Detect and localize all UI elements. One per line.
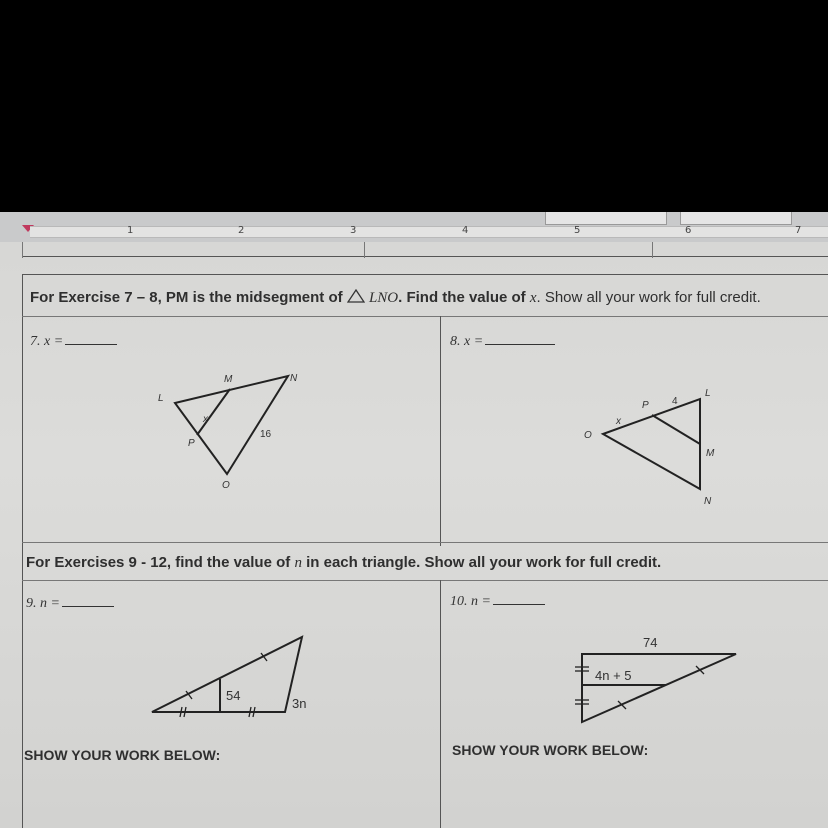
ruler-number: 5 — [574, 225, 581, 236]
vertex-label: N — [704, 496, 712, 507]
instruction-text: For Exercises 9 - 12, find the value of — [26, 554, 295, 571]
vertex-label: L — [158, 393, 164, 404]
section1-instructions — [30, 289, 761, 307]
variable-n: n — [294, 555, 302, 571]
segment-label: 16 — [260, 429, 272, 440]
vertex-label: O — [584, 430, 592, 441]
problem-label: 10. n = — [450, 594, 491, 609]
ruler-number: 2 — [238, 225, 245, 236]
segment-label: 74 — [643, 635, 658, 650]
problem-label: 7. x = — [30, 334, 64, 349]
table-border — [22, 274, 23, 828]
ruler-number: 1 — [127, 225, 134, 236]
instruction-text: . Find the value of — [398, 289, 530, 306]
table-border — [440, 580, 441, 828]
problem-10-label — [450, 592, 545, 610]
answer-blank[interactable] — [65, 344, 117, 345]
segment-label: 54 — [226, 688, 241, 703]
vertex-label: O — [222, 480, 230, 491]
problem-9-label — [26, 594, 114, 612]
variable-x: x — [529, 290, 537, 306]
figure-10-triangle — [570, 630, 745, 730]
vertex-label: M — [224, 374, 233, 385]
vertex-label: M — [706, 448, 715, 459]
black-background — [0, 0, 828, 212]
vertex-label: N — [290, 373, 298, 384]
segment-label: x — [616, 416, 621, 427]
segment-label: 4 — [672, 396, 678, 407]
table-border — [22, 242, 23, 258]
vertex-label: L — [705, 388, 711, 399]
problem-7-label — [30, 332, 117, 350]
figure-9-triangle — [145, 632, 315, 727]
triangle-name: LNO — [368, 290, 399, 306]
table-border — [22, 256, 828, 257]
vertex-label: P — [642, 400, 649, 411]
ruler-margin-bracket — [545, 212, 667, 225]
ruler-number: 6 — [685, 225, 692, 236]
table-border — [440, 316, 441, 546]
show-work-left: SHOW YOUR WORK BELOW: — [24, 747, 221, 763]
table-border — [652, 242, 653, 258]
vertex-label: P — [188, 438, 195, 449]
segment-label: 3n — [292, 696, 307, 711]
ruler[interactable] — [0, 212, 828, 242]
ruler-margin-bracket — [680, 212, 792, 225]
ruler-number: 7 — [795, 225, 802, 236]
ruler-number: 4 — [462, 225, 469, 236]
answer-blank[interactable] — [493, 604, 545, 605]
segment-label: 4n + 5 — [595, 668, 632, 683]
answer-blank[interactable] — [485, 344, 555, 345]
table-border — [364, 242, 365, 258]
ruler-number: 3 — [350, 225, 357, 236]
instruction-text: For Exercise 7 – 8, PM is the midsegment of — [30, 289, 347, 306]
ruler-bar[interactable] — [30, 226, 828, 238]
section2-instructions — [26, 554, 661, 572]
problem-label: 8. x = — [450, 334, 484, 349]
table-border — [22, 316, 828, 317]
instruction-text: . Show all your work for full credit. — [536, 289, 761, 306]
table-border — [22, 542, 828, 543]
figure-7-triangle — [140, 362, 320, 497]
problem-8-label — [450, 332, 555, 350]
worksheet-page — [0, 212, 828, 828]
table-border — [22, 580, 828, 581]
triangle-icon — [347, 289, 365, 303]
table-border — [22, 274, 828, 275]
problem-label: 9. n = — [26, 596, 60, 611]
figure-8-triangle — [570, 362, 730, 512]
instruction-text: in each triangle. Show all your work for full credit. — [301, 554, 662, 571]
segment-label: x — [203, 414, 208, 425]
answer-blank[interactable] — [62, 606, 114, 607]
show-work-right: SHOW YOUR WORK BELOW: — [452, 742, 649, 758]
